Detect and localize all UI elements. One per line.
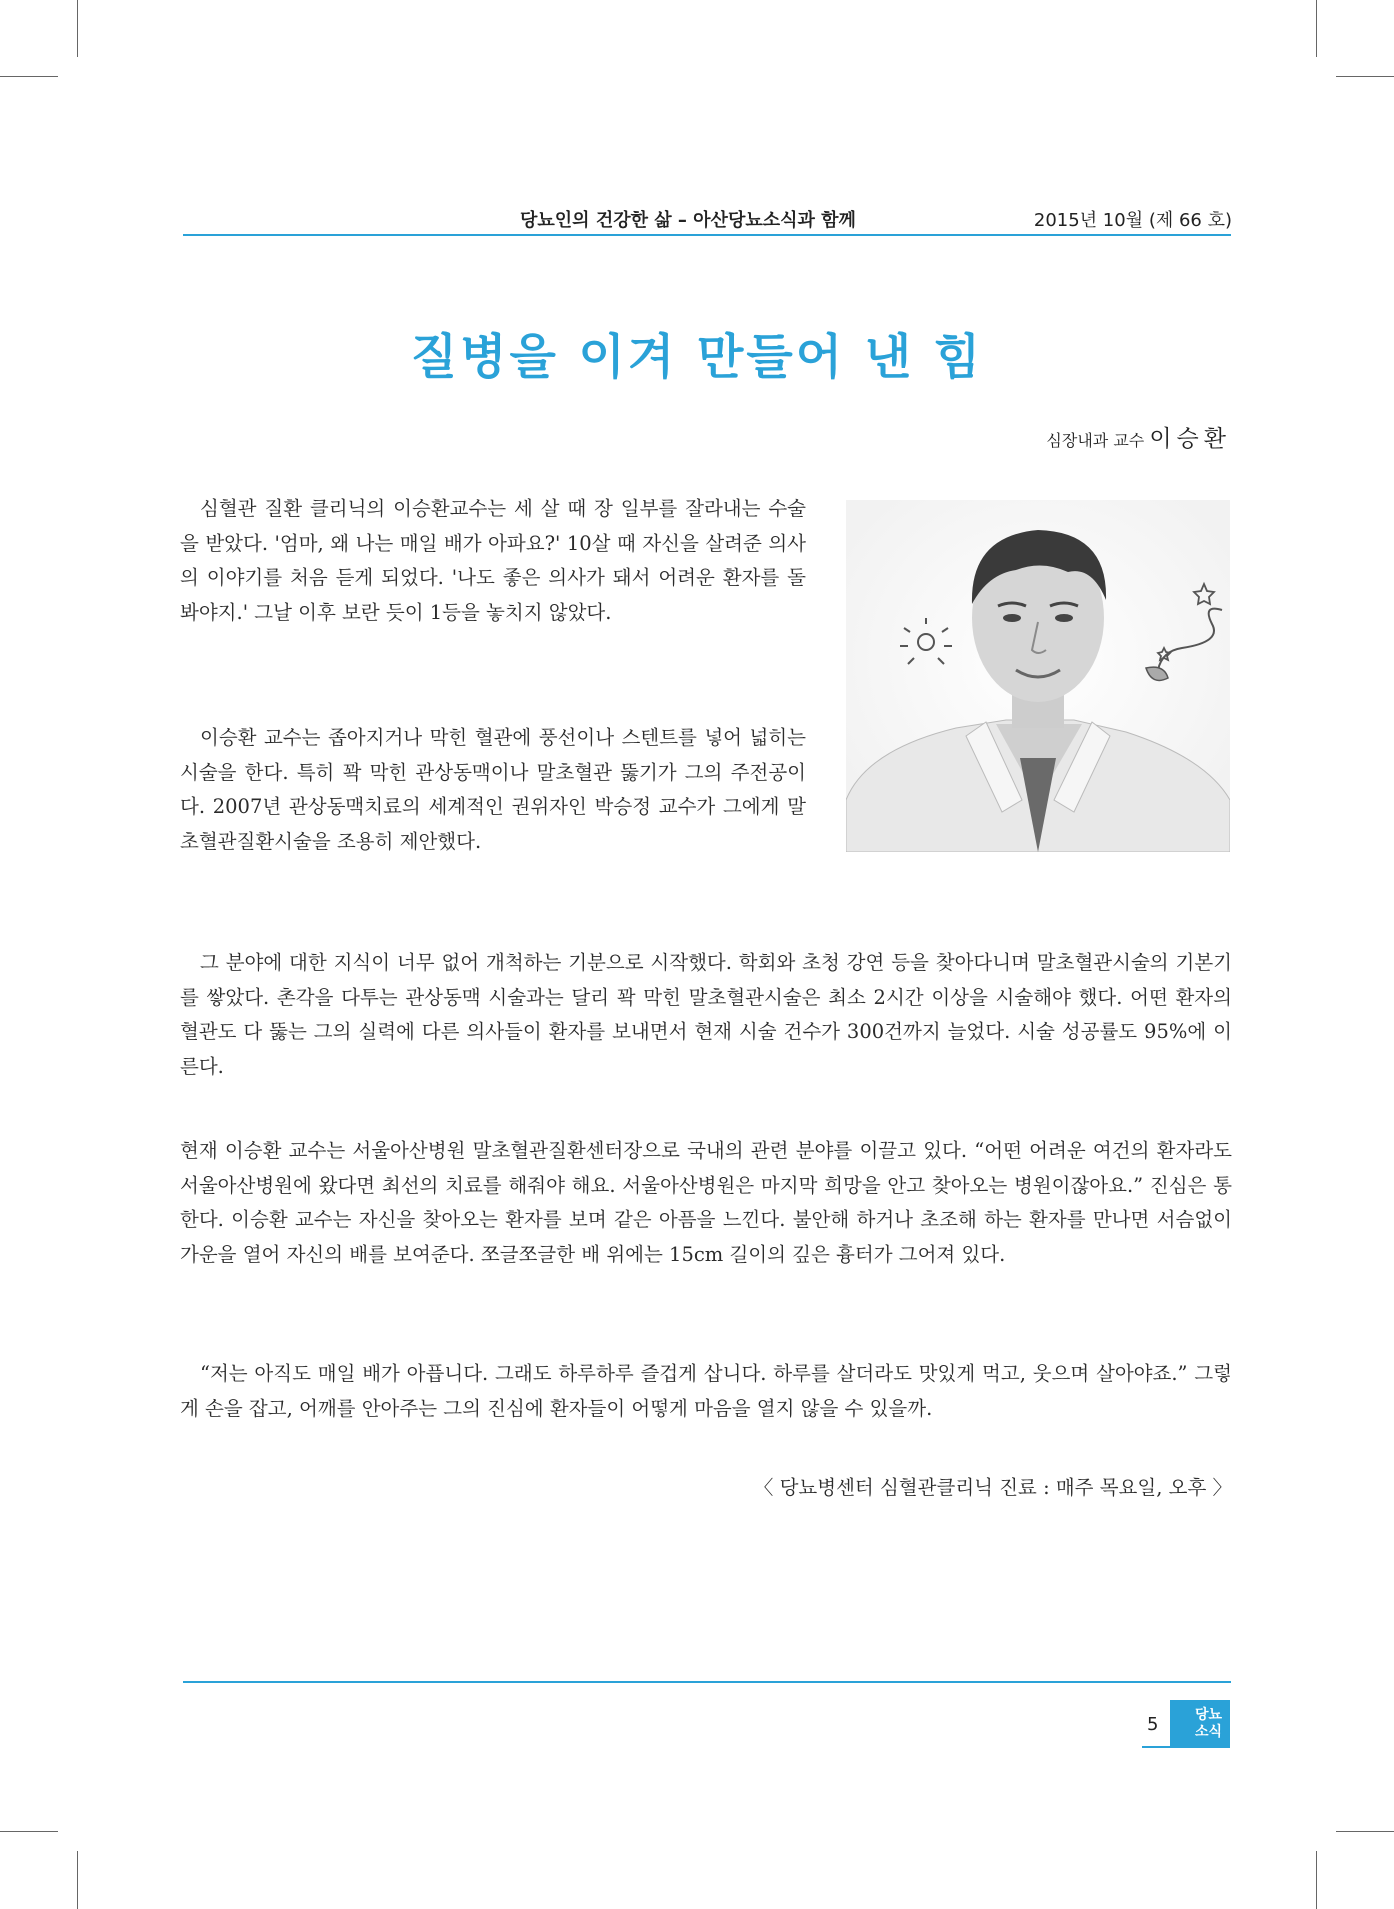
byline xyxy=(1046,420,1231,453)
crop-mark xyxy=(0,1831,58,1832)
paragraph-4: 현재 이승환 교수는 서울아산병원 말초혈관질환센터장으로 국내의 관련 분야를 이끌고 있다. “어떤 어려운 여건의 환자라도 서울아산병원에 왔다면 최선의 치료를 해줘야 해요. 서울아산병원은 마지막 희망을 안고 찾아오는 병원이잖아요.” 진심은 통한다. 이승환 교수는 자신을 찾아오는 환자를 보며 같은 아픔을 느낀다. 불안해 하거나 초조해 하는 환자를 만나면 서슴없이 가운을 열어 자신의 배를 보여준다. 쪼글쪼글한 배 위에는 15cm 길이의 깊은 흉터가 그어져 있다. xyxy=(180,1139,1232,1266)
crop-mark xyxy=(1316,0,1317,57)
issue-info: 2015년 10월 (제 66 호) xyxy=(1033,210,1232,231)
crop-mark xyxy=(1316,1851,1317,1909)
header-divider xyxy=(183,234,1231,236)
newsletter-badge xyxy=(1170,1700,1230,1748)
paragraph-2: 이승환 교수는 좁아지거나 막힌 혈관에 풍선이나 스텐트를 넣어 넓히는 시술을 한다. 특히 꽉 막힌 관상동맥이나 말초혈관 뚫기가 그의 주전공이다. 2007년 관상동맥치료의 세계적인 권위자인 박승정 교수가 그에게 말초혈관질환시술을 조용히 제안했다. xyxy=(180,726,806,853)
doctor-portrait xyxy=(846,500,1230,852)
crop-mark xyxy=(1336,76,1394,77)
badge-line-2: 소식 xyxy=(1194,1724,1222,1740)
footer-divider xyxy=(183,1681,1231,1683)
crop-mark xyxy=(77,0,78,57)
byline-name: 이승환 xyxy=(1149,426,1231,452)
badge-line-1: 당뇨 xyxy=(1194,1707,1222,1723)
byline-role: 심장내과 교수 xyxy=(1046,431,1145,450)
paragraph-5: “저는 아직도 매일 배가 아픕니다. 그래도 하루하루 즐겁게 삽니다. 하루를 살더라도 맛있게 먹고, 웃으며 살아야죠.” 그렇게 손을 잡고, 어깨를 안아주는 그의 진심에 환자들이 어떻게 마음을 열지 않을 수 있을까. xyxy=(180,1362,1232,1420)
crop-mark xyxy=(77,1851,78,1909)
paragraph-1: 심혈관 질환 클리닉의 이승환교수는 세 살 때 장 일부를 잘라내는 수술을 받았다. '엄마, 왜 나는 매일 배가 아파요?' 10살 때 자신을 살려준 의사의 이야기를 처음 듣게 되었다. '나도 좋은 의사가 돼서 어려운 환자를 돌봐야지.' 그날 이후 보란 듯이 1등을 놓치지 않았다. xyxy=(180,497,806,624)
article-title: 질병을 이겨 만들어 낸 힘 xyxy=(410,329,984,385)
clinic-schedule: 〈 당뇨병센터 심혈관클리닉 진료 : 매주 목요일, 오후 〉 xyxy=(753,1476,1232,1499)
page-number: 5 xyxy=(1147,1714,1159,1735)
publication-title: 당뇨인의 건강한 삶 – 아산당뇨소식과 함께 xyxy=(520,210,856,231)
page-number-underline xyxy=(1142,1746,1172,1748)
paragraph-3: 그 분야에 대한 지식이 너무 없어 개척하는 기분으로 시작했다. 학회와 초청 강연 등을 찾아다니며 말초혈관시술의 기본기를 쌓았다. 촌각을 다투는 관상동맥 시술과는 달리 꽉 막힌 말초혈관시술은 최소 2시간 이상을 시술해야 했다. 어떤 환자의 혈관도 다 뚫는 그의 실력에 다른 의사들이 환자를 보내면서 현재 시술 건수가 300건까지 늘었다. 시술 성공률도 95%에 이른다. xyxy=(180,951,1232,1078)
crop-mark xyxy=(0,76,58,77)
crop-mark xyxy=(1336,1831,1394,1832)
